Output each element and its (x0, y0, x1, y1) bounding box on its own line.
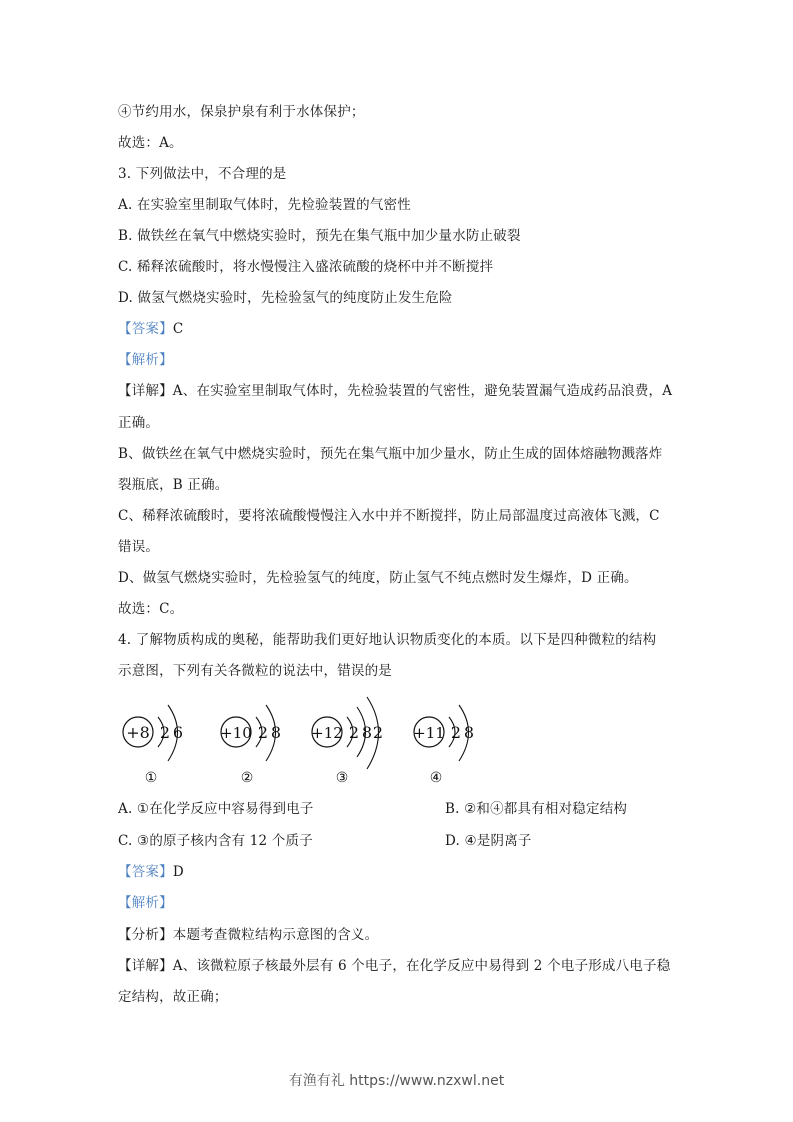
svg-text:2: 2 (450, 723, 462, 742)
svg-text:②: ② (240, 770, 254, 786)
q4-option-b: B. ②和④都具有相对稳定结构 (445, 801, 628, 817)
q4-analysis: 【分析】本题考查微粒结构示意图的含义。 (118, 927, 379, 943)
q3-detail: 错误。 (118, 539, 160, 555)
svg-text:2: 2 (159, 723, 171, 742)
svg-text:④: ④ (429, 770, 443, 786)
q4-answer (118, 863, 184, 881)
text-line: ④节约用水，保泉护泉有利于水体保护； (118, 104, 365, 120)
q4-detail: 【详解】A、该微粒原子核最外层有 6 个电子，在化学反应中易得到 2 个电子形成八电子稳 (118, 958, 671, 974)
answer-label: 【答案】 (118, 321, 173, 337)
answer-value: D (172, 864, 184, 880)
answer-value: C (172, 321, 184, 337)
svg-text:8: 8 (361, 723, 373, 742)
q3-detail: D、做氢气燃烧实验时，先检验氢气的纯度，防止氢气不纯点燃时发生爆炸，D 正确。 (118, 570, 638, 586)
particle-4 (413, 705, 474, 786)
question-4-title: 示意图，下列有关各微粒的说法中，错误的是 (118, 663, 392, 679)
q3-option-d: D. 做氢气燃烧实验时，先检验氢气的纯度防止发生危险 (118, 290, 453, 306)
q4-option-c: C. ③的原子核内含有 12 个质子 (118, 833, 313, 849)
particle-2 (220, 705, 281, 786)
q4-detail: 定结构，故正确； (118, 989, 228, 1005)
svg-text:2: 2 (348, 723, 360, 742)
q3-answer (118, 320, 183, 338)
svg-text:6: 6 (172, 723, 184, 742)
q3-option-c: C. 稀释浓硫酸时，将水慢慢注入盛浓硫酸的烧杯中并不断搅拌 (118, 259, 494, 275)
particle-1 (123, 705, 183, 786)
svg-text:8: 8 (463, 723, 475, 742)
svg-text:+10: +10 (220, 724, 252, 742)
q4-analysis-label: 【解析】 (118, 895, 173, 911)
svg-text:2: 2 (372, 723, 384, 742)
q3-option-a: A. 在实验室里制取气体时，先检验装置的气密性 (118, 197, 411, 213)
svg-text:①: ① (144, 770, 158, 786)
q3-choice: 故选：C。 (118, 601, 184, 617)
text-line: 故选：A。 (118, 135, 183, 151)
svg-text:③: ③ (335, 770, 349, 786)
svg-text:+12: +12 (311, 724, 343, 742)
svg-text:+11: +11 (413, 724, 445, 742)
particle-3 (311, 697, 383, 786)
q3-analysis-label: 【解析】 (118, 352, 173, 368)
q3-detail: 【详解】A、在实验室里制取气体时，先检验装置的气密性，避免装置漏气造成药品浪费，A (118, 383, 673, 399)
footer-watermark: 有渔有礼 https://www.nzxwl.net (288, 1073, 505, 1089)
q3-detail: C、稀释浓硫酸时，要将浓硫酸慢慢注入水中并不断搅拌，防止局部温度过高液体飞溅，C (118, 508, 660, 524)
q3-detail: B、做铁丝在氧气中燃烧实验时，预先在集气瓶中加少量水，防止生成的固体熔融物溅落炸 (118, 446, 663, 462)
q4-option-a: A. ①在化学反应中容易得到电子 (118, 801, 314, 817)
q3-option-b: B. 做铁丝在氧气中燃烧实验时，预先在集气瓶中加少量水防止破裂 (118, 228, 521, 244)
q3-detail: 裂瓶底，B 正确。 (118, 477, 229, 493)
particle-structure-diagram (112, 695, 492, 790)
svg-text:8: 8 (270, 723, 282, 742)
q4-option-d: D. ④是阴离子 (445, 833, 532, 849)
answer-label: 【答案】 (118, 864, 173, 880)
svg-text:+8: +8 (126, 723, 150, 742)
question-4-title: 4. 了解物质构成的奥秘，能帮助我们更好地认识物质变化的本质。以下是四种微粒的结构 (118, 632, 657, 648)
q3-detail: 正确。 (118, 415, 160, 431)
question-3-title: 3. 下列做法中，不合理的是 (118, 166, 287, 182)
svg-text:2: 2 (257, 723, 269, 742)
